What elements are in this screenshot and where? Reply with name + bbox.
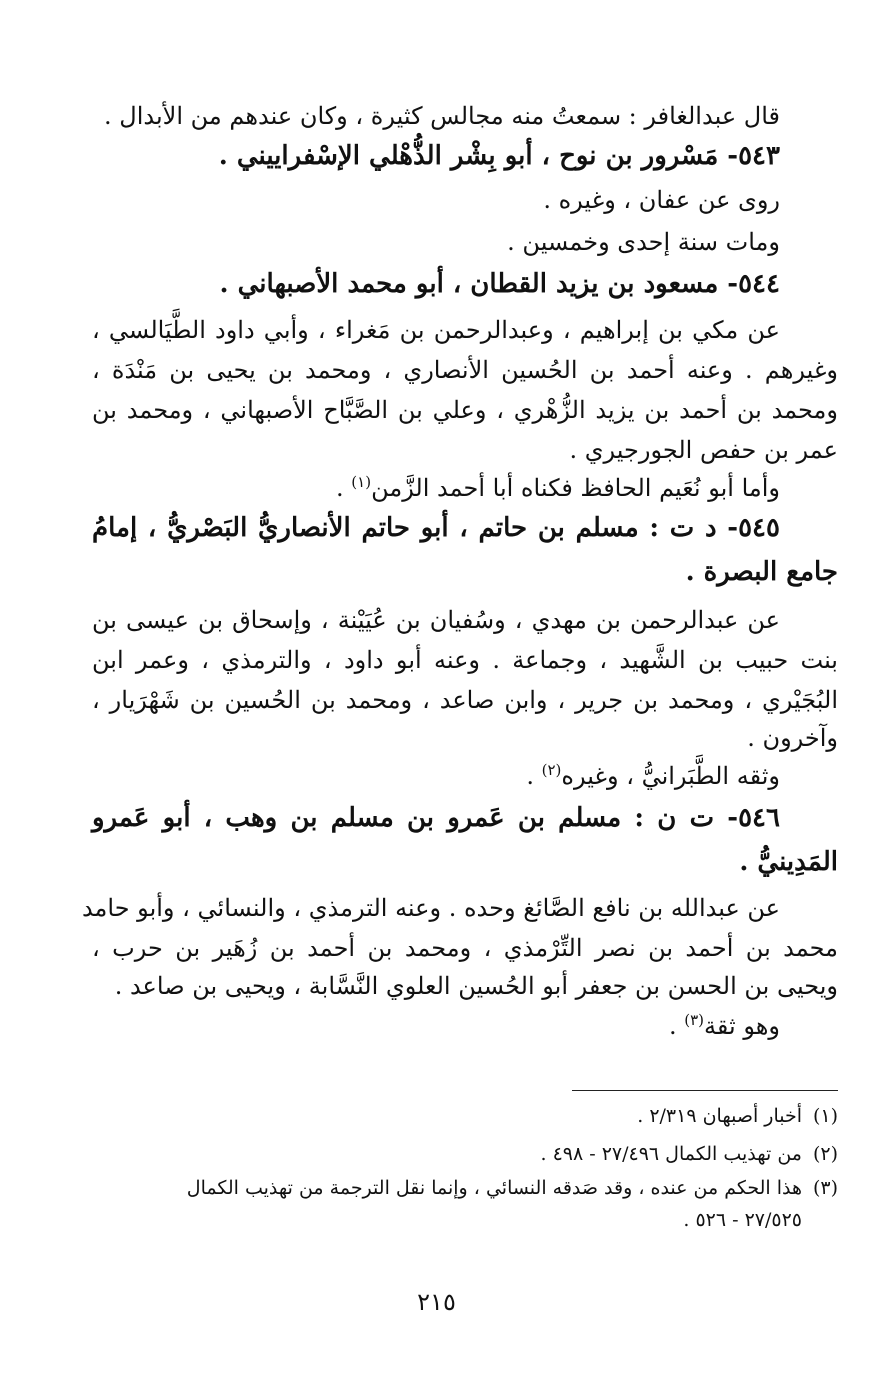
text-line: البُجَيْري ، ومحمد بن جرير ، وابن صاعد ، ومحمد بن الحُسين بن شَهْرَيار ، bbox=[92, 686, 838, 714]
text-segment: وثقه الطَّبَرانيُّ ، وغيره bbox=[561, 762, 780, 790]
text-line: محمد بن أحمد بن نصر التِّرْمذي ، ومحمد بن أحمد بن زُهَير بن حرب ، bbox=[92, 934, 838, 962]
text-line: روى عن عفان ، وغيره . bbox=[543, 186, 780, 214]
punctuation: . bbox=[336, 474, 352, 502]
footnote-ref-1: (١) bbox=[351, 473, 372, 491]
entry-heading-545-cont: جامع البصرة . bbox=[685, 557, 838, 587]
text-line: ومات سنة إحدى وخمسين . bbox=[507, 228, 780, 256]
footnote-number: (١) bbox=[812, 1105, 838, 1127]
punctuation: . bbox=[526, 762, 542, 790]
text-line: وآخرون . bbox=[747, 724, 838, 752]
entry-heading-545: ٥٤٥- د ت : مسلم بن حاتم ، أبو حاتم الأنصاريُّ البَصْريُّ ، إمامُ bbox=[92, 513, 780, 543]
text-line: عن عبدالرحمن بن مهدي ، وسُفيان بن عُيَيْنة ، وإسحاق بن عيسى بن bbox=[92, 606, 780, 634]
text-line bbox=[669, 1008, 780, 1044]
text-line bbox=[526, 758, 780, 794]
footnote-divider bbox=[572, 1090, 838, 1091]
page-number: ٢١٥ bbox=[417, 1288, 456, 1316]
footnote-number: (٣) bbox=[812, 1177, 838, 1199]
punctuation: . bbox=[668, 1012, 685, 1040]
footnote-text: هذا الحكم من عنده ، وقد صَدقه النسائي ، وإنما نقل الترجمة من تهذيب الكمال bbox=[186, 1177, 802, 1199]
entry-heading-546-cont: المَدِينيُّ . bbox=[739, 847, 838, 877]
text-line: عمر بن حفص الجورجيري . bbox=[569, 436, 838, 464]
text-segment: وهو ثقة bbox=[704, 1012, 780, 1040]
entry-heading-546: ٥٤٦- ت ن : مسلم بن عَمرو بن مسلم بن وهب ، أبو عَمرو bbox=[92, 803, 780, 833]
footnote-text-cont: ٢٧/٥٢٥ - ٥٢٦ . bbox=[683, 1209, 802, 1231]
text-line bbox=[336, 470, 780, 506]
entry-heading-544: ٥٤٤- مسعود بن يزيد القطان ، أبو محمد الأصبهاني . bbox=[219, 269, 780, 299]
footnote-text: من تهذيب الكمال ٢٧/٤٩٦ - ٤٩٨ . bbox=[540, 1143, 802, 1165]
footnotes bbox=[92, 1102, 838, 1242]
text-line: وغيرهم . وعنه أحمد بن الحُسين الأنصاري ، ومحمد بن يحيى بن مَنْدَة ، bbox=[92, 356, 838, 384]
text-line: بنت حبيب بن الشَّهيد ، وجماعة . وعنه أبو داود ، والترمذي ، وعمر ابن bbox=[92, 646, 838, 674]
text-segment: وأما أبو نُعَيم الحافظ فكناه أبا أحمد الزَّمن bbox=[371, 474, 780, 502]
text-line: عن عبدالله بن نافع الصَّائغ وحده . وعنه الترمذي ، والنسائي ، وأبو حامد bbox=[81, 894, 780, 922]
text-line: ومحمد بن أحمد بن يزيد الزُّهْري ، وعلي بن الصَّبَّاح الأصبهاني ، ومحمد بن bbox=[92, 396, 838, 424]
entry-heading-543: ٥٤٣- مَسْرور بن نوح ، أبو بِشْر الذُّهْلي الإسْفراييني . bbox=[218, 141, 780, 171]
footnote-ref-3: (٣) bbox=[684, 1011, 705, 1029]
text-line: ويحيى بن الحسن بن جعفر أبو الحُسين العلوي النَّسَّابة ، ويحيى بن صاعد . bbox=[114, 972, 838, 1000]
text-line: قال عبدالغافر : سمعتُ منه مجالس كثيرة ، وكان عندهم من الأبدال . bbox=[104, 102, 780, 130]
footnote-text: أخبار أصبهان ٢/٣١٩ . bbox=[637, 1105, 802, 1127]
text-line: عن مكي بن إبراهيم ، وعبدالرحمن بن مَغراء ، وأبي داود الطَّيَالسي ، bbox=[92, 316, 780, 344]
footnote-ref-2: (٢) bbox=[541, 761, 562, 779]
footnote-number: (٢) bbox=[812, 1143, 838, 1165]
